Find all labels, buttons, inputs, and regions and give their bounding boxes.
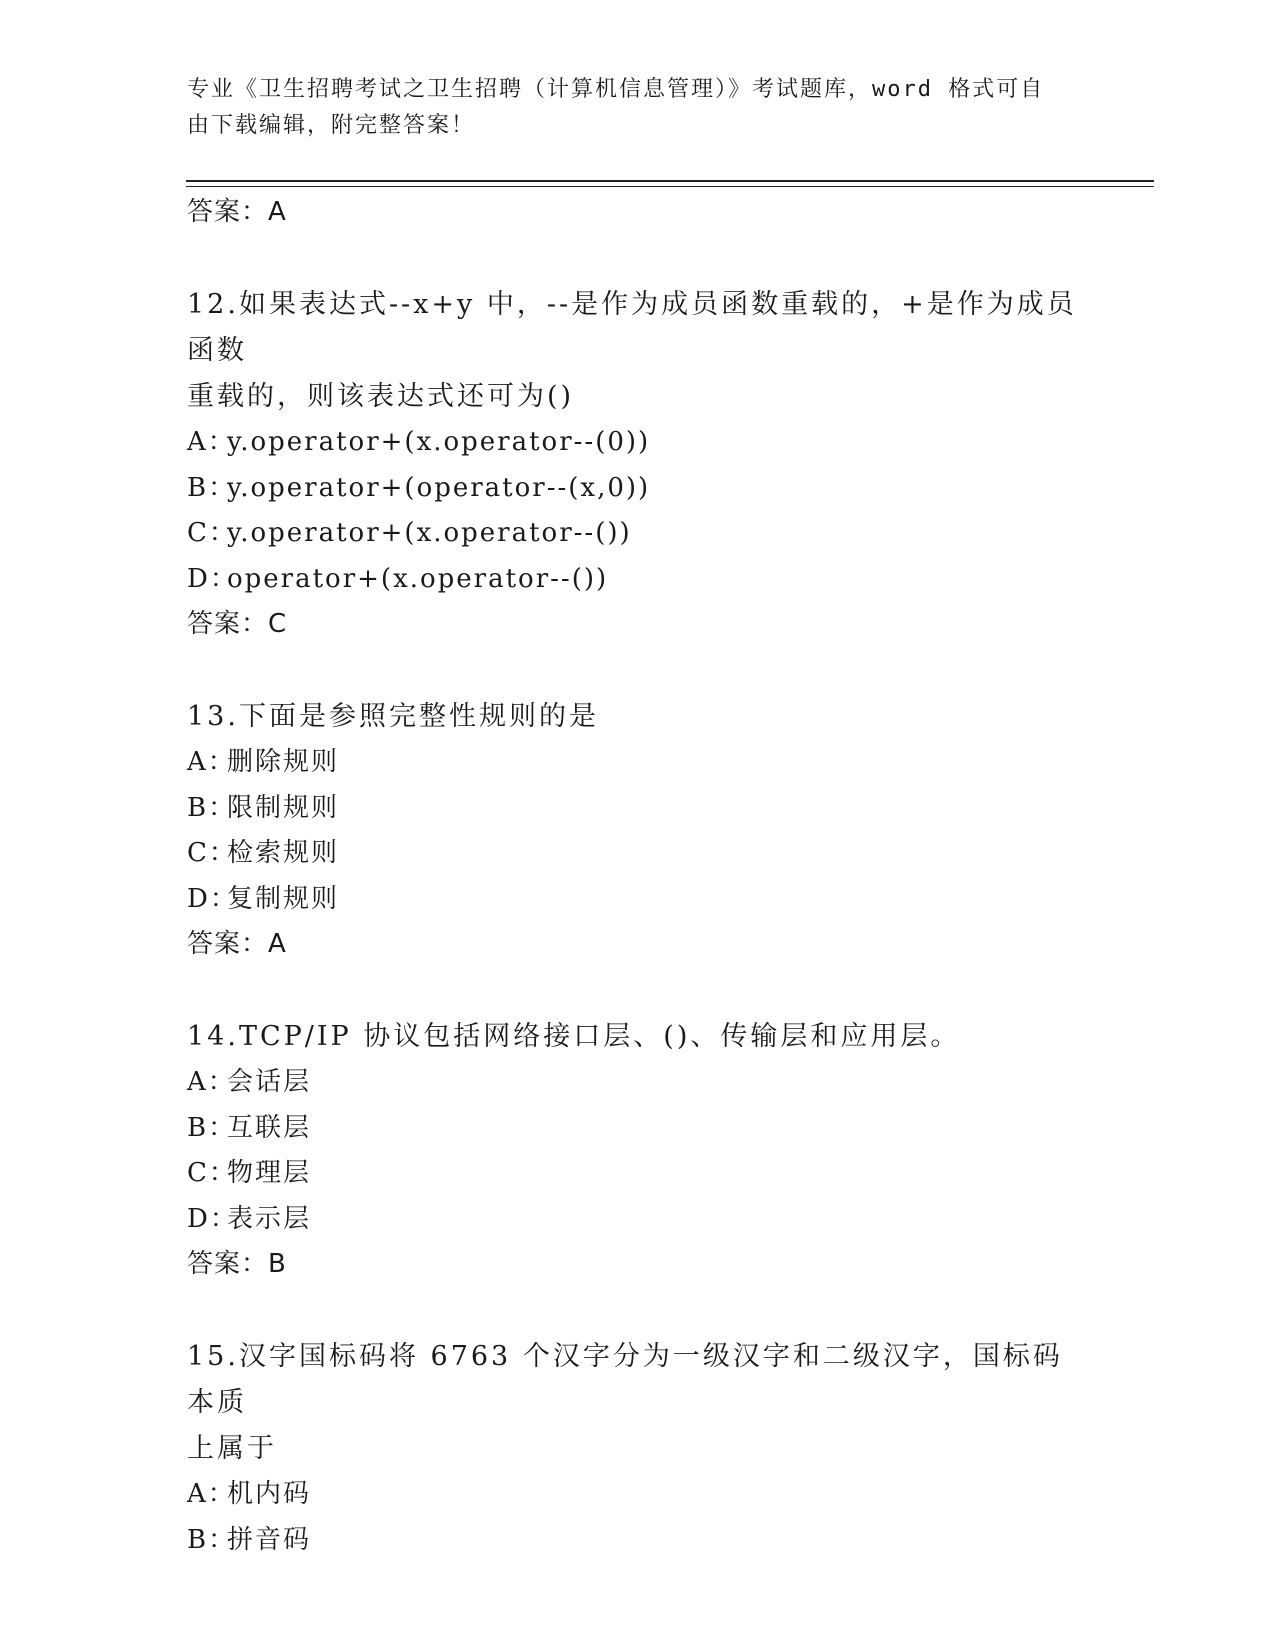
option-a: [187, 740, 1087, 786]
option-d: [187, 557, 1087, 603]
option-text: 物理层: [227, 1158, 312, 1188]
option-b: [187, 786, 1087, 832]
option-text: y.operator+(operator--(x,0)): [227, 472, 651, 503]
option-b: [187, 1106, 1087, 1152]
option-c: [187, 831, 1087, 877]
option-letter: D：: [187, 883, 238, 914]
question-stem: 13.下面是参照完整性规则的是: [187, 701, 599, 732]
option-c: [187, 511, 1087, 557]
question-15: [187, 1334, 1087, 1563]
option-letter: B：: [187, 1524, 237, 1555]
option-d: [187, 877, 1087, 923]
question-stem: 14.TCP/IP 协议包括网络接口层、()、传输层和应用层。: [187, 1021, 961, 1052]
answer-line: 答案：A: [187, 197, 287, 227]
option-a: [187, 1060, 1087, 1106]
option-b: [187, 466, 1087, 512]
option-c: [187, 1151, 1087, 1197]
option-text: 删除规则: [227, 747, 340, 777]
header-line-2: 由下载编辑，附完整答案！: [187, 113, 476, 138]
option-letter: A：: [187, 1479, 236, 1509]
option-text: 互联层: [227, 1112, 312, 1143]
option-text: y.operator+(x.operator--()): [227, 518, 632, 548]
question-stem: 12.如果表达式--x+y 中，--是作为成员函数重载的，+是作为成员函数: [187, 289, 1077, 366]
option-text: operator+(x.operator--()): [227, 563, 609, 594]
option-text: y.operator+(x.operator--(0)): [227, 427, 651, 457]
option-text: 复制规则: [227, 883, 340, 914]
option-letter: D：: [187, 1203, 238, 1234]
option-a: [187, 420, 1087, 466]
option-letter: A：: [187, 747, 236, 777]
question-list: [187, 190, 1087, 1563]
option-letter: D：: [187, 563, 238, 594]
question-stem-continued: 重载的，则该表达式还可为(): [187, 381, 575, 412]
answer-line: 答案：A: [187, 929, 287, 959]
option-text: 会话层: [227, 1067, 312, 1097]
document-header: [187, 72, 1067, 144]
option-letter: A：: [187, 427, 236, 457]
header-divider-thin: [186, 186, 1154, 187]
option-text: 机内码: [227, 1479, 312, 1509]
question-stem: 15.汉字国标码将 6763 个汉字分为一级汉字和二级汉字，国标码本质: [187, 1341, 1063, 1418]
option-b: [187, 1518, 1087, 1564]
option-text: 表示层: [227, 1203, 312, 1234]
answer-line: 答案：C: [187, 609, 288, 639]
header-line-1: 专业《卫生招聘考试之卫生招聘（计算机信息管理）》考试题库，word 格式可自: [187, 77, 1045, 102]
option-letter: C：: [187, 838, 237, 868]
option-a: [187, 1472, 1087, 1518]
question-14: [187, 1014, 1087, 1286]
question-13: [187, 694, 1087, 966]
option-letter: B：: [187, 472, 237, 503]
header-divider-thick: [186, 180, 1154, 182]
answer-line: 答案：B: [187, 1249, 287, 1279]
option-letter: B：: [187, 1112, 237, 1143]
option-text: 限制规则: [227, 792, 340, 823]
option-text: 拼音码: [227, 1524, 312, 1555]
option-d: [187, 1197, 1087, 1243]
option-letter: C：: [187, 518, 237, 548]
option-text: 检索规则: [227, 838, 340, 868]
option-letter: C：: [187, 1158, 237, 1188]
option-letter: B：: [187, 792, 237, 823]
question-12: [187, 282, 1087, 646]
question-stem-continued: 上属于: [187, 1433, 277, 1464]
option-letter: A：: [187, 1067, 236, 1097]
